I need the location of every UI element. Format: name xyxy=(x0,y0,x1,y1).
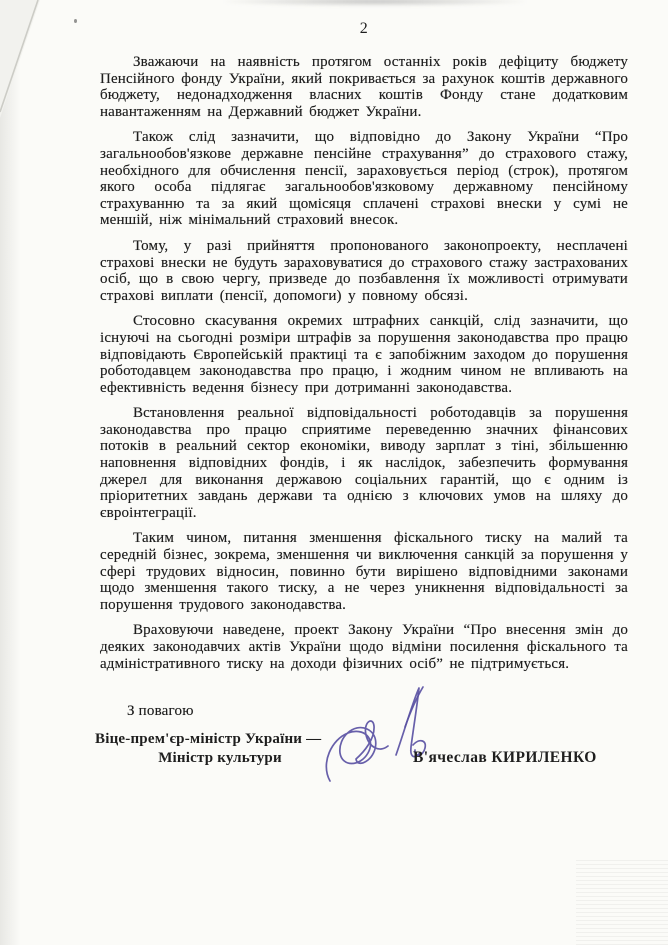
body-paragraph: Встановлення реальної відповідальності роботодавців за порушення законодавства про працю сприятиме переведенню значних фінансових потоків в реальний сектор економіки, виводу зарплат з тіні, збільшенню наповнення відповідних фондів, і як наслідок, забезпечить формування джерел для виконання державою соціальних гарантій, що є одним із пріоритетних завдань держави та однією з ключових умов на шляху до євроінтеграції. xyxy=(100,405,628,521)
body-paragraph: Тому, у разі прийняття пропонованого законопроекту, несплачені страхові внески не будуть зараховуватися до страхового стажу застрахованих осіб, що в свою чергу, призведе до позбавлення їх можливості отримувати страхові виплати (пенсії, допомоги) у повному обсязі. xyxy=(100,237,628,304)
page-corner-fold xyxy=(0,0,48,130)
body-paragraph: Таким чином, питання зменшення фіскального тиску на малий та середній бізнес, зокрема, зменшення чи виключення санкцій за порушення у сфері трудових відносин, повинно бути вирішено відповідними законами щодо зменшення такого тиску, а не через уникнення відповідальності за порушення трудового законодавства. xyxy=(100,530,628,613)
signatory-title-line2: Міністр культури xyxy=(158,750,282,766)
signatory-name: В'ячеслав КИРИЛЕНКО xyxy=(413,749,597,766)
scan-speck xyxy=(74,19,77,23)
body-paragraph: Зважаючи на наявність протягом останніх років дефіциту бюджету Пенсійного фонду України, який покривається за рахунок коштів державного бюджету, недонадходження власних коштів Фонду стане додатковим навантаженням на Державний бюджет України. xyxy=(100,54,628,120)
scan-lines-bottom-right xyxy=(576,857,668,945)
scan-edge-shadow xyxy=(0,0,24,945)
body-paragraph: Також слід зазначити, що відповідно до Закону України “Про загальнообов'язкове державне пенсійне страхування” до страхового стажу, необхідного для обчислення пенсії, зараховується період (строк), протягом якого особа підлягає загальнообов'язковому державному пенсійному страхуванню та за який щомісяця сплачені страхові внески у сумі не меншій, ніж мінімальний страховий внесок. xyxy=(100,129,628,229)
document-body xyxy=(100,20,628,672)
body-paragraph: Враховуючи наведене, проект Закону України “Про внесення змін до деяких законодавчих актів України щодо відміни посилення фіскального та адміністративного тиску на доходи фізичних осіб” не підтримується. xyxy=(100,622,628,672)
signatory-title-line1: Віце-прем'єр-міністр України — xyxy=(95,731,322,747)
page-number: 2 xyxy=(359,20,369,37)
body-paragraph: Стосовно скасування окремих штрафних санкцій, слід зазначити, що існуючі на сьогодні розміри штрафів за порушення законодавства про працю відповідають Європейській практиці та є запобіжним заходом до порушення роботодавцем законодавства про працю, і жодним чином не впливають на ефективність ведення бізнесу при дотриманні законодавства. xyxy=(100,313,628,396)
handwritten-signature-icon xyxy=(320,685,452,800)
letter-text xyxy=(100,54,628,672)
closing-salutation: З повагою xyxy=(127,703,194,719)
scan-smudge-top xyxy=(225,0,525,6)
